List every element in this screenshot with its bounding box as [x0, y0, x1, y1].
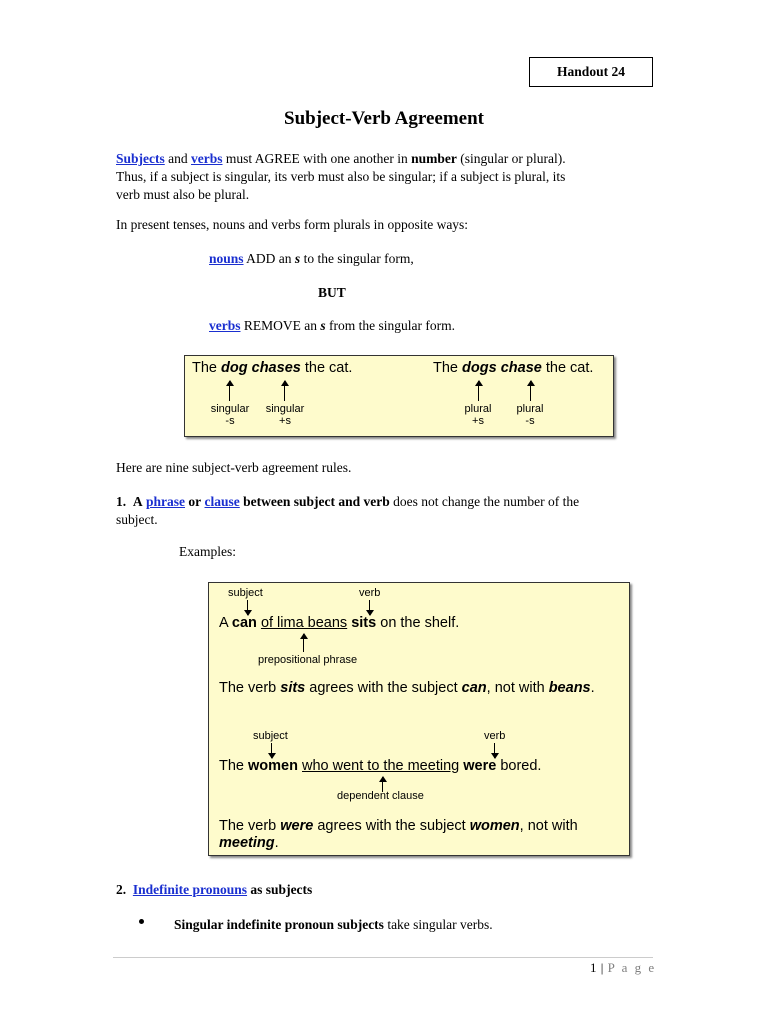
fig2-arrow-subject-2: [271, 743, 272, 758]
fig1-left-sentence: The dog chases the cat.: [192, 360, 353, 376]
rule1-line-2: subject.: [116, 512, 158, 527]
verbs-rule-text-a: REMOVE an: [243, 318, 317, 333]
nine-rules-text: Here are nine subject-verb agreement rules.: [116, 460, 352, 475]
subjects-link[interactable]: Subjects: [116, 151, 165, 166]
fig1-label-3: plural +s: [464, 403, 492, 427]
fig2-arrow-verb-1: [369, 600, 370, 615]
verbs-rule-s: s: [320, 318, 326, 333]
fig2-were: were: [463, 758, 497, 774]
fig2-arrow-prep: [303, 634, 304, 652]
figure-singular-plural: [184, 355, 614, 437]
figure-examples: [208, 582, 630, 856]
fig2-can: can: [231, 615, 257, 631]
nouns-rule-s: s: [294, 251, 301, 266]
intro-line-2: Thus, if a subject is singular, its verb must also be singular; if a subject is plural, its: [116, 169, 566, 184]
bullet-item-1: Singular indefinite pronoun subjects take singular verbs.: [174, 917, 493, 932]
fig2-sentence-2: The women who went to the meeting were bored.: [219, 758, 542, 774]
intro-line-3: verb must also be plural.: [116, 187, 250, 202]
fig1-chase: chase: [500, 360, 542, 376]
fig1-arrow-2: [284, 381, 285, 401]
handout-label: Handout 24: [529, 57, 653, 87]
intro-and: and: [168, 151, 188, 166]
page-word: P a g e: [607, 960, 657, 975]
fig2-prep-label: prepositional phrase: [258, 654, 358, 666]
rule-2: 2. Indefinite pronouns as subjects: [116, 882, 313, 897]
page-footer: 1 | P a g e: [590, 960, 657, 975]
fig2-sits: sits: [351, 615, 377, 631]
intro-text-a: must AGREE with one another in: [225, 151, 408, 166]
nouns-link[interactable]: nouns: [209, 251, 244, 266]
rule-1: 1. A phrase or clause between subject and verb does not change the number of the subject.: [116, 493, 661, 529]
phrase-link[interactable]: phrase: [146, 494, 186, 509]
verbs-rule-text-b: from the singular form.: [329, 318, 455, 333]
fig2-subject-label-1: subject: [228, 587, 263, 599]
bullet-dot: [139, 919, 144, 924]
fig1-chases: chases: [251, 360, 301, 376]
fig2-subject-label-2: subject: [253, 730, 288, 742]
intro-line-1: [116, 150, 656, 168]
intro-number-bold: number: [411, 151, 457, 166]
intro-paragraph: [116, 150, 656, 204]
nouns-rule: [209, 250, 414, 268]
footer-divider: [113, 957, 653, 958]
rule1-number: 1.: [116, 494, 127, 509]
fig2-explanation-1: The verb sits agrees with the subject can, not with beans.: [219, 680, 595, 696]
fig2-verb-label-1: verb: [359, 587, 381, 599]
but-label: BUT: [318, 285, 346, 300]
indefinite-pronouns-link[interactable]: Indefinite pronouns: [132, 882, 248, 897]
fig1-arrow-1: [229, 381, 230, 401]
page-title: Subject-Verb Agreement: [284, 108, 484, 129]
fig1-dogs: dogs: [462, 360, 497, 376]
fig1-dog: dog: [221, 360, 248, 376]
fig1-arrow-3: [478, 381, 479, 401]
fig1-label-2: singular +s: [265, 403, 305, 427]
nouns-rule-text-b: to the singular form,: [303, 251, 414, 266]
present-tenses-text: In present tenses, nouns and verbs form plurals in opposite ways:: [116, 217, 469, 232]
page-number: 1: [590, 960, 597, 975]
clause-link[interactable]: clause: [204, 494, 240, 509]
fig2-arrow-subject-1: [247, 600, 248, 615]
fig1-right-sentence: The dogs chase the cat.: [433, 360, 594, 376]
verbs-link[interactable]: verbs: [191, 151, 223, 166]
verbs-rule-link[interactable]: verbs: [209, 318, 241, 333]
fig2-phrase: of lima beans: [260, 615, 348, 631]
fig1-label-4: plural -s: [516, 403, 544, 427]
nouns-rule-text-a: ADD an: [246, 251, 292, 266]
fig2-verb-label-2: verb: [484, 730, 506, 742]
fig2-dep-label: dependent clause: [337, 790, 424, 802]
fig1-arrow-4: [530, 381, 531, 401]
fig1-label-1: singular -s: [210, 403, 250, 427]
fig2-arrow-verb-2: [494, 743, 495, 758]
fig2-explanation-2: The verb were agrees with the subject women, not with meeting.: [219, 818, 578, 851]
fig2-sentence-1: A can of lima beans sits on the shelf.: [219, 615, 460, 631]
fig2-women: women: [248, 758, 298, 774]
intro-text-b: (singular or plural).: [460, 151, 566, 166]
verbs-rule: [209, 317, 455, 335]
examples-label: Examples:: [179, 544, 236, 559]
fig2-clause: who went to the meeting: [302, 758, 460, 774]
